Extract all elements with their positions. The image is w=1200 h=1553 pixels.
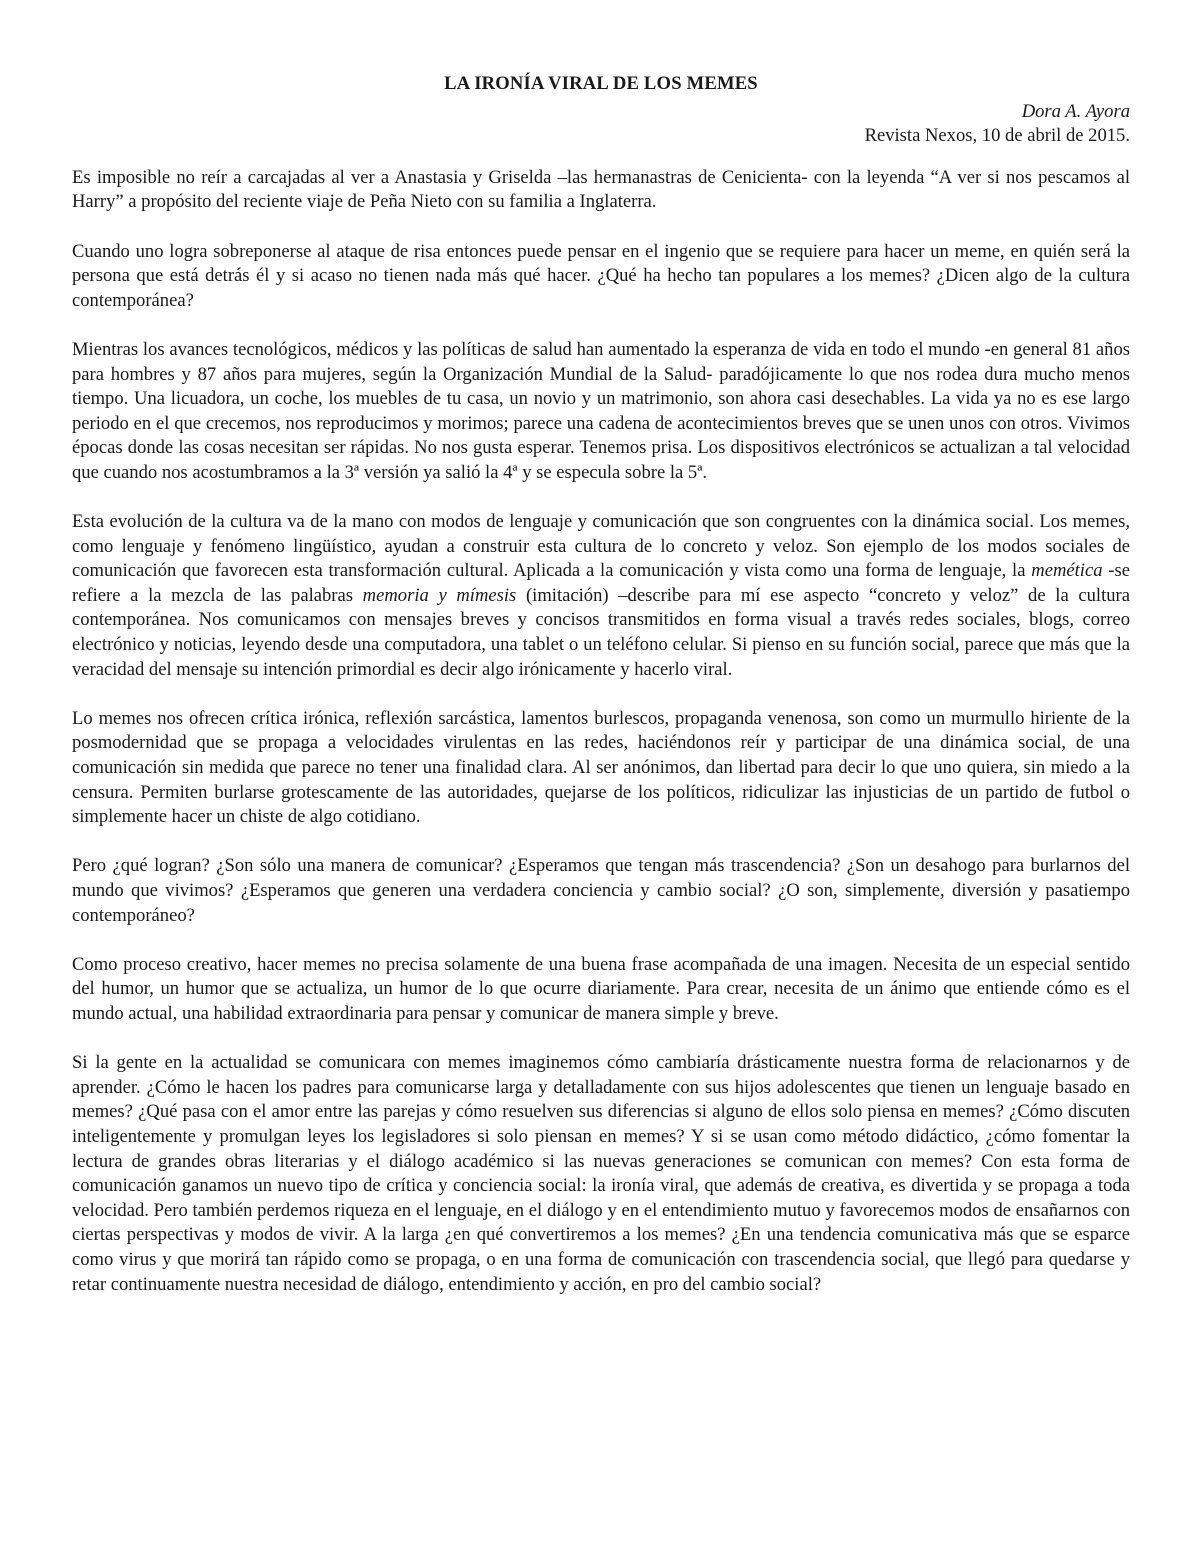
paragraph-text: (imitación) –describe para mí ese aspecto “concreto y veloz” de la cultura contemporánea. Nos comunicamos con mensajes breves y concisos transmitidos en forma visual a través redes sociales, blogs, correo electrónico y noticias, leyendo desde una computadora, una tablet o un teléfono celular. Si pienso en su función social, parece que más que la veracidad del mensaje su intención primordial es decir algo irónicamente y hacerlo viral. (72, 584, 1130, 680)
document-page (72, 64, 1130, 1297)
paragraph-text: -se refiere a la mezcla de las palabras (72, 560, 1130, 606)
paragraph (72, 510, 1130, 682)
emphasis-term: memética (1031, 560, 1103, 582)
article-body (72, 166, 1130, 1297)
article-title: LA IRONÍA VIRAL DE LOS MEMES (444, 73, 758, 94)
paragraph: Mientras los avances tecnológicos, médicos y las políticas de salud han aumentado la esperanza de vida en todo el mundo -en general 81 años para hombres y 87 años para mujeres, según la Organización Mundial de la Salud- paradójicamente lo que nos rodea dura mucho menos tiempo. Una licuadora, un coche, los muebles de tu casa, un novio y un matrimonio, son ahora casi desechables. La vida ya no es ese largo periodo en el que crecemos, nos reproducimos y morimos; parece una cadena de acontecimientos breves que se unen unos con otros. Vivimos épocas donde las cosas necesitan ser rápidas. No nos gusta esperar. Tenemos prisa. Los dispositivos electrónicos se actualizan a tal velocidad que cuando nos acostumbramos a la 3ª versión ya salió la 4ª y se especula sobre la 5ª. (72, 338, 1130, 483)
paragraph: Cuando uno logra sobreponerse al ataque de risa entonces puede pensar en el ingenio que se requiere para hacer un meme, en quién será la persona que está detrás él y si acaso no tienen nada más qué hacer. ¿Qué ha hecho tan populares a los memes? ¿Dicen algo de la cultura contemporánea? (72, 240, 1130, 311)
paragraph: Como proceso creativo, hacer memes no precisa solamente de una buena frase acompañada de una imagen. Necesita de un especial sentido del humor, un humor que se actualiza, un humor de lo que ocurre diariamente. Para crear, necesita de un ánimo que entiende cómo es el mundo actual, una habilidad extraordinaria para pensar y comunicar de manera simple y breve. (72, 953, 1130, 1024)
paragraph: Es imposible no reír a carcajadas al ver a Anastasia y Griselda –las hermanastras de Cenicienta- con la leyenda “A ver si nos pescamos al Harry” a propósito del reciente viaje de Peña Nieto con su familia a Inglaterra. (72, 166, 1130, 213)
paragraph-text: Esta evolución de la cultura va de la mano con modos de lenguaje y comunicación que son congruentes con la dinámica social. Los memes, como lenguaje y fenómeno lingüístico, ayudan a construir esta cultura de lo concreto y veloz. Son ejemplo de los modos sociales de comunicación que favorecen esta transformación cultural. Aplicada a la comunicación y vista como una forma de lenguaje, la (72, 511, 1130, 582)
paragraph: Pero ¿qué logran? ¿Son sólo una manera de comunicar? ¿Esperamos que tengan más trascendencia? ¿Son un desahogo para burlarnos del mundo que vivimos? ¿Esperamos que generen una verdadera conciencia y cambio social? ¿O son, simplemente, diversión y pasatiempo contemporáneo? (72, 855, 1130, 926)
article-author: Dora A. Ayora (1021, 100, 1130, 122)
emphasis-term: memoria y mímesis (362, 584, 517, 606)
paragraph: Lo memes nos ofrecen crítica irónica, reflexión sarcástica, lamentos burlescos, propaganda venenosa, son como un murmullo hiriente de la posmodernidad que se propaga a velocidades virulentas en las redes, haciéndonos reír y participar de una dinámica social, de una comunicación sin medida que parece no tener una finalidad clara. Al ser anónimos, dan libertad para decir lo que uno quiera, sin miedo a la censura. Permiten burlarse grotescamente de las autoridades, quejarse de los políticos, ridiculizar las injusticias de un partido de futbol o simplemente hacer un chiste de algo cotidiano. (72, 707, 1130, 828)
paragraph: Si la gente en la actualidad se comunicara con memes imaginemos cómo cambiaría drásticamente nuestra forma de relacionarnos y de aprender. ¿Cómo le hacen los padres para comunicarse larga y detalladamente con sus hijos adolescentes que tienen un lenguaje basado en memes? ¿Qué pasa con el amor entre las parejas y cómo resuelven sus diferencias si alguno de ellos solo piensa en memes? ¿Cómo discuten inteligentemente y promulgan leyes los legisladores si solo piensan en memes? Y si se usan como método didáctico, ¿cómo fomentar la lectura de grandes obras literarias y el diálogo académico si las nuevas generaciones se comunican con memes? Con esta forma de comunicación ganamos un nuevo tipo de crítica y conciencia social: la ironía viral, que además de creativa, es divertida y se propaga a toda velocidad. Pero también perdemos riqueza en el lenguaje, en el diálogo y en el entendimiento mutuo y favorecemos modos de ensañarnos con ciertas perspectivas y modos de vivir. A la larga ¿en qué convertiremos a los memes? ¿En una tendencia comunicativa más que se esparce como virus y que morirá tan rápido como se propaga, o en una forma de comunicación con trascendencia social, que llegó para quedarse y retar continuamente nuestra necesidad de diálogo, entendimiento y acción, en pro del cambio social? (72, 1052, 1130, 1295)
article-source: Revista Nexos, 10 de abril de 2015. (864, 125, 1130, 147)
